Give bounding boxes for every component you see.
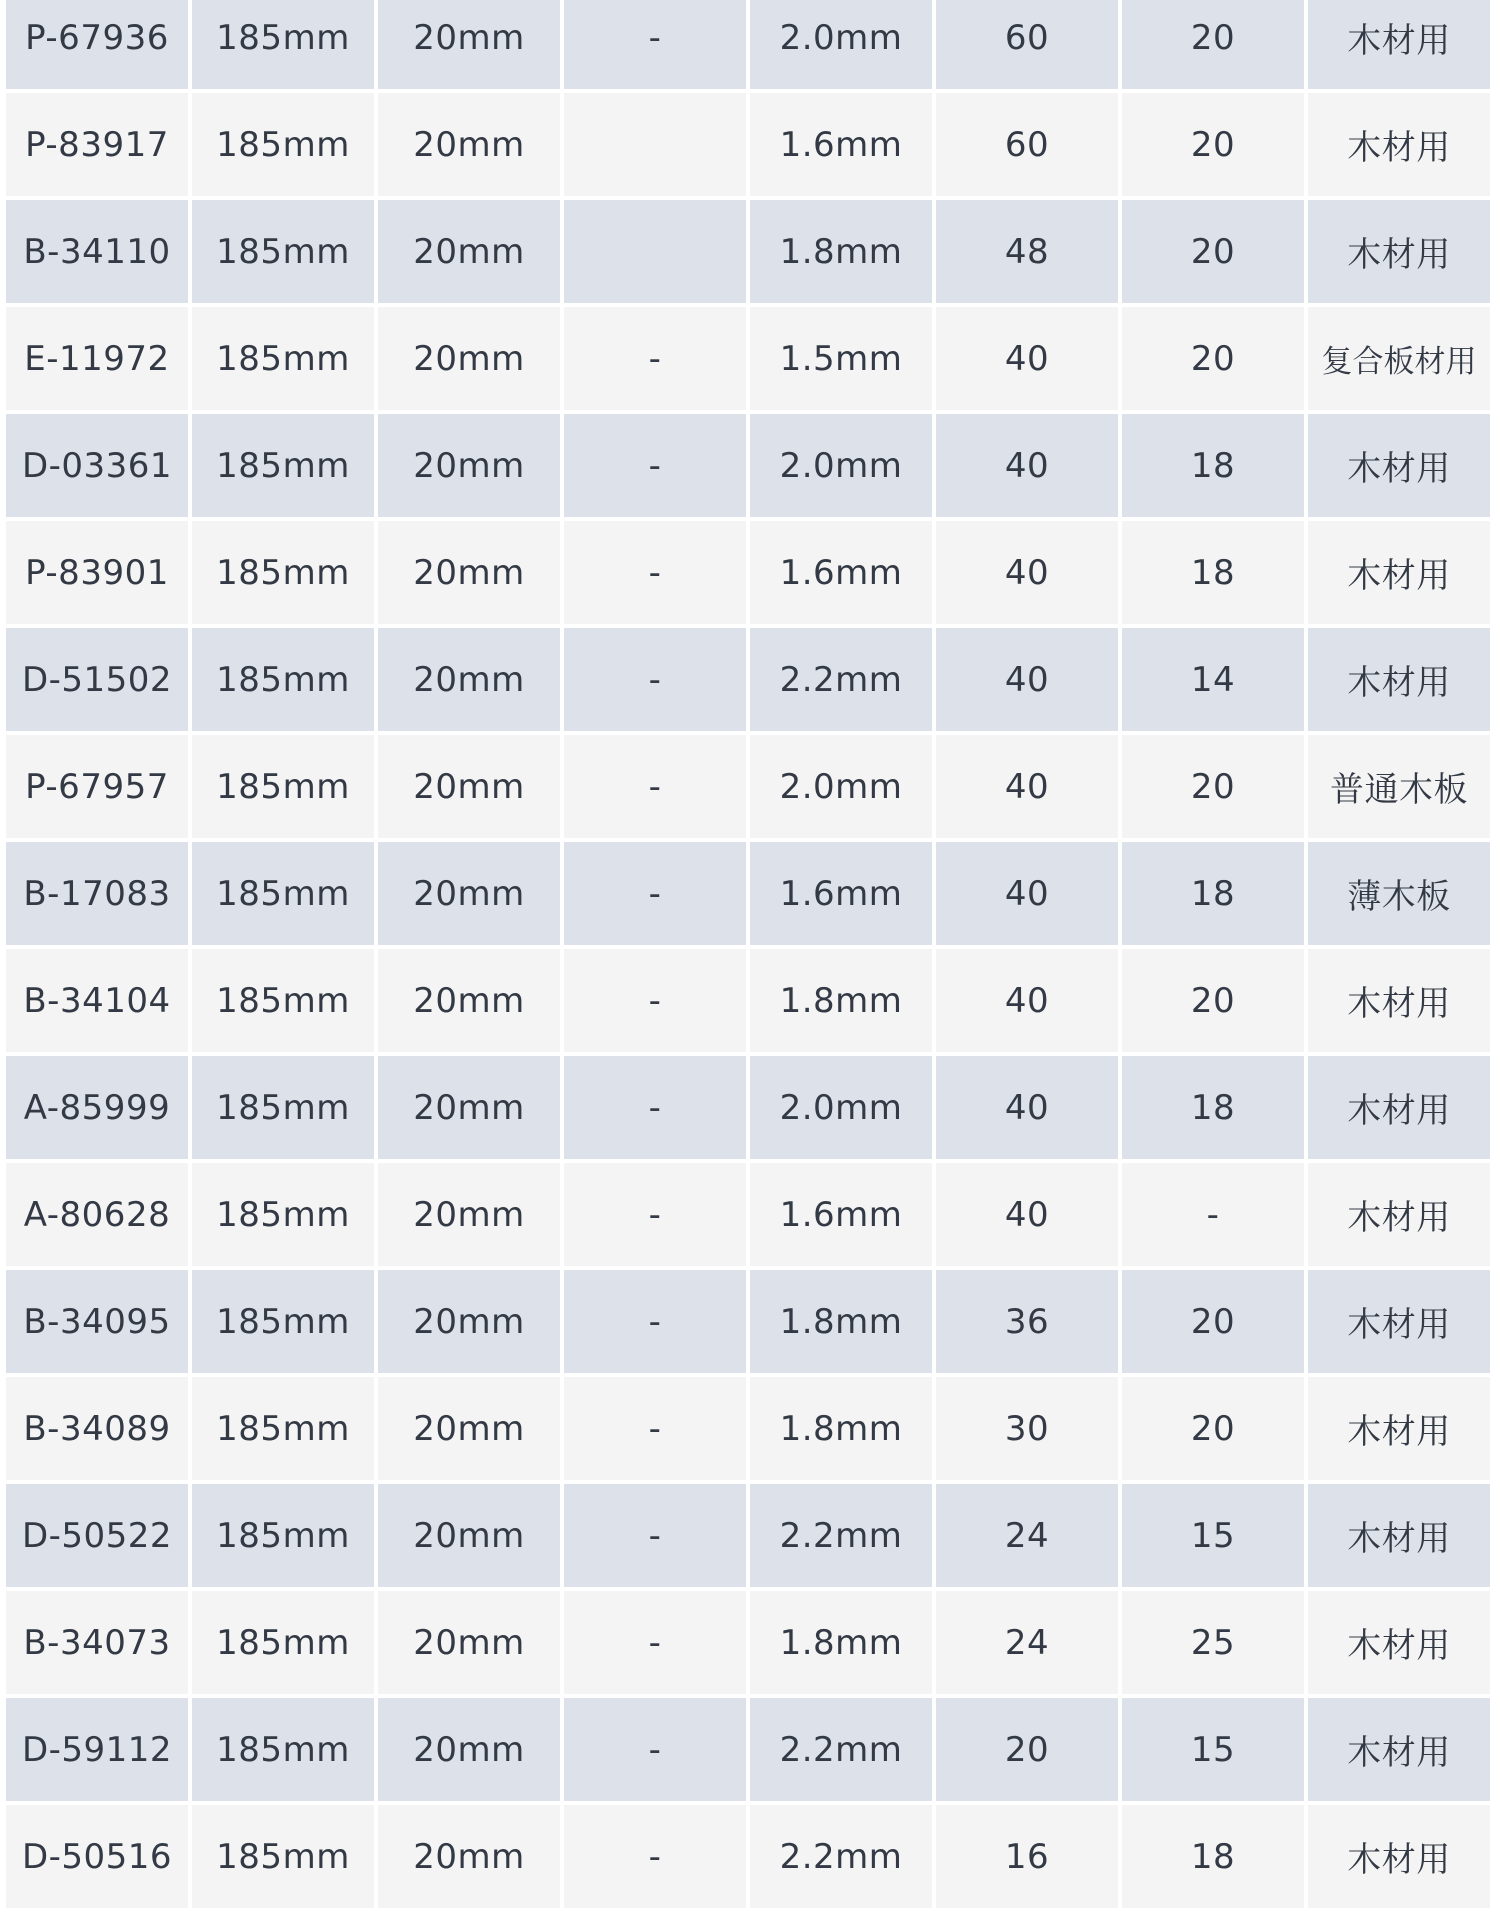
usage-cell: 木材用: [1308, 414, 1490, 517]
model-cell: P-67957: [6, 735, 188, 838]
kerf-cell: 1.8mm: [750, 1377, 932, 1480]
count-cell: 20: [1122, 735, 1304, 838]
diameter-cell: 185mm: [192, 1484, 374, 1587]
model-cell: B-34073: [6, 1591, 188, 1694]
table-row: [6, 93, 1490, 196]
diameter-cell: 185mm: [192, 93, 374, 196]
table-row: [6, 1484, 1490, 1587]
table-row: [6, 628, 1490, 731]
model-cell: E-11972: [6, 307, 188, 410]
table-row: [6, 735, 1490, 838]
kerf-cell: 1.8mm: [750, 949, 932, 1052]
table-row: [6, 307, 1490, 410]
usage-cell: 普通木板: [1308, 735, 1490, 838]
table-row: [6, 1270, 1490, 1373]
spec-cell: -: [564, 1484, 746, 1587]
model-cell: D-03361: [6, 414, 188, 517]
usage-cell: 木材用: [1308, 0, 1490, 89]
count-cell: 20: [1122, 949, 1304, 1052]
diameter-cell: 185mm: [192, 521, 374, 624]
model-cell: P-83901: [6, 521, 188, 624]
kerf-cell: 2.0mm: [750, 735, 932, 838]
teeth-cell: 24: [936, 1484, 1118, 1587]
teeth-cell: 40: [936, 414, 1118, 517]
bore-cell: 20mm: [378, 307, 560, 410]
count-cell: 18: [1122, 414, 1304, 517]
count-cell: 15: [1122, 1698, 1304, 1801]
teeth-cell: 40: [936, 521, 1118, 624]
count-cell: 20: [1122, 1377, 1304, 1480]
bore-cell: 20mm: [378, 1591, 560, 1694]
count-cell: 20: [1122, 1270, 1304, 1373]
teeth-cell: 60: [936, 0, 1118, 89]
usage-cell: 木材用: [1308, 949, 1490, 1052]
teeth-cell: 40: [936, 307, 1118, 410]
diameter-cell: 185mm: [192, 1270, 374, 1373]
teeth-cell: 16: [936, 1805, 1118, 1908]
count-cell: 25: [1122, 1591, 1304, 1694]
bore-cell: 20mm: [378, 1163, 560, 1266]
table-row: [6, 1377, 1490, 1480]
diameter-cell: 185mm: [192, 949, 374, 1052]
usage-cell: 木材用: [1308, 628, 1490, 731]
table-row: [6, 1056, 1490, 1159]
count-cell: 14: [1122, 628, 1304, 731]
spec-cell: -: [564, 414, 746, 517]
model-cell: P-67936: [6, 0, 188, 89]
diameter-cell: 185mm: [192, 1056, 374, 1159]
diameter-cell: 185mm: [192, 1163, 374, 1266]
spec-cell: -: [564, 949, 746, 1052]
usage-cell: 木材用: [1308, 1591, 1490, 1694]
bore-cell: 20mm: [378, 842, 560, 945]
bore-cell: 20mm: [378, 1805, 560, 1908]
spec-cell: -: [564, 1805, 746, 1908]
kerf-cell: 1.8mm: [750, 1270, 932, 1373]
diameter-cell: 185mm: [192, 628, 374, 731]
usage-cell: 木材用: [1308, 1805, 1490, 1908]
bore-cell: 20mm: [378, 735, 560, 838]
model-cell: D-51502: [6, 628, 188, 731]
usage-cell: 木材用: [1308, 1163, 1490, 1266]
bore-cell: 20mm: [378, 949, 560, 1052]
teeth-cell: 40: [936, 628, 1118, 731]
usage-cell: 木材用: [1308, 1377, 1490, 1480]
bore-cell: 20mm: [378, 1270, 560, 1373]
teeth-cell: 40: [936, 1056, 1118, 1159]
model-cell: A-80628: [6, 1163, 188, 1266]
model-cell: B-34110: [6, 200, 188, 303]
table-row: [6, 1805, 1490, 1908]
table-row: [6, 949, 1490, 1052]
bore-cell: 20mm: [378, 93, 560, 196]
diameter-cell: 185mm: [192, 200, 374, 303]
model-cell: D-50522: [6, 1484, 188, 1587]
table-row: [6, 842, 1490, 945]
model-cell: B-34095: [6, 1270, 188, 1373]
bore-cell: 20mm: [378, 1698, 560, 1801]
teeth-cell: 30: [936, 1377, 1118, 1480]
usage-cell: 复合板材用: [1308, 307, 1490, 410]
model-cell: B-17083: [6, 842, 188, 945]
teeth-cell: 20: [936, 1698, 1118, 1801]
diameter-cell: 185mm: [192, 1805, 374, 1908]
usage-cell: 木材用: [1308, 1698, 1490, 1801]
count-cell: 15: [1122, 1484, 1304, 1587]
spec-cell: -: [564, 1056, 746, 1159]
count-cell: -: [1122, 1163, 1304, 1266]
kerf-cell: 1.6mm: [750, 1163, 932, 1266]
spec-cell: -: [564, 1377, 746, 1480]
count-cell: 20: [1122, 307, 1304, 410]
diameter-cell: 185mm: [192, 0, 374, 89]
bore-cell: 20mm: [378, 1484, 560, 1587]
kerf-cell: 1.6mm: [750, 521, 932, 624]
spec-cell: -: [564, 1270, 746, 1373]
bore-cell: 20mm: [378, 628, 560, 731]
kerf-cell: 2.0mm: [750, 0, 932, 89]
kerf-cell: 1.6mm: [750, 93, 932, 196]
model-cell: D-59112: [6, 1698, 188, 1801]
usage-cell: 木材用: [1308, 93, 1490, 196]
table-row: [6, 414, 1490, 517]
table-row: [6, 0, 1490, 89]
bore-cell: 20mm: [378, 1377, 560, 1480]
kerf-cell: 1.8mm: [750, 200, 932, 303]
usage-cell: 木材用: [1308, 521, 1490, 624]
usage-cell: 木材用: [1308, 1484, 1490, 1587]
model-cell: P-83917: [6, 93, 188, 196]
table-row: [6, 1163, 1490, 1266]
count-cell: 20: [1122, 200, 1304, 303]
model-cell: A-85999: [6, 1056, 188, 1159]
spec-cell: [564, 93, 746, 196]
diameter-cell: 185mm: [192, 1377, 374, 1480]
model-cell: B-34089: [6, 1377, 188, 1480]
diameter-cell: 185mm: [192, 842, 374, 945]
teeth-cell: 24: [936, 1591, 1118, 1694]
model-cell: B-34104: [6, 949, 188, 1052]
bore-cell: 20mm: [378, 521, 560, 624]
usage-cell: 木材用: [1308, 1270, 1490, 1373]
teeth-cell: 60: [936, 93, 1118, 196]
usage-cell: 木材用: [1308, 200, 1490, 303]
spec-cell: -: [564, 307, 746, 410]
bore-cell: 20mm: [378, 1056, 560, 1159]
diameter-cell: 185mm: [192, 307, 374, 410]
kerf-cell: 1.5mm: [750, 307, 932, 410]
count-cell: 18: [1122, 1056, 1304, 1159]
diameter-cell: 185mm: [192, 1591, 374, 1694]
kerf-cell: 1.8mm: [750, 1591, 932, 1694]
kerf-cell: 2.2mm: [750, 1484, 932, 1587]
count-cell: 20: [1122, 93, 1304, 196]
kerf-cell: 2.2mm: [750, 1805, 932, 1908]
kerf-cell: 2.0mm: [750, 1056, 932, 1159]
table-row: [6, 1698, 1490, 1801]
spec-cell: -: [564, 628, 746, 731]
teeth-cell: 40: [936, 949, 1118, 1052]
usage-cell: 薄木板: [1308, 842, 1490, 945]
bore-cell: 20mm: [378, 0, 560, 89]
spec-cell: -: [564, 0, 746, 89]
table-row: [6, 200, 1490, 303]
usage-cell: 木材用: [1308, 1056, 1490, 1159]
count-cell: 18: [1122, 521, 1304, 624]
teeth-cell: 48: [936, 200, 1118, 303]
diameter-cell: 185mm: [192, 1698, 374, 1801]
teeth-cell: 36: [936, 1270, 1118, 1373]
kerf-cell: 2.2mm: [750, 1698, 932, 1801]
diameter-cell: 185mm: [192, 735, 374, 838]
spec-cell: -: [564, 1163, 746, 1266]
kerf-cell: 2.0mm: [750, 414, 932, 517]
model-cell: D-50516: [6, 1805, 188, 1908]
spec-cell: -: [564, 1591, 746, 1694]
bore-cell: 20mm: [378, 414, 560, 517]
teeth-cell: 40: [936, 1163, 1118, 1266]
table-row: [6, 521, 1490, 624]
teeth-cell: 40: [936, 842, 1118, 945]
spec-cell: -: [564, 842, 746, 945]
teeth-cell: 40: [936, 735, 1118, 838]
saw-blade-spec-table: [6, 0, 1490, 1908]
bore-cell: 20mm: [378, 200, 560, 303]
spec-cell: [564, 200, 746, 303]
spec-cell: -: [564, 521, 746, 624]
kerf-cell: 1.6mm: [750, 842, 932, 945]
count-cell: 18: [1122, 1805, 1304, 1908]
spec-cell: -: [564, 735, 746, 838]
diameter-cell: 185mm: [192, 414, 374, 517]
count-cell: 20: [1122, 0, 1304, 89]
spec-cell: -: [564, 1698, 746, 1801]
table-row: [6, 1591, 1490, 1694]
kerf-cell: 2.2mm: [750, 628, 932, 731]
count-cell: 18: [1122, 842, 1304, 945]
